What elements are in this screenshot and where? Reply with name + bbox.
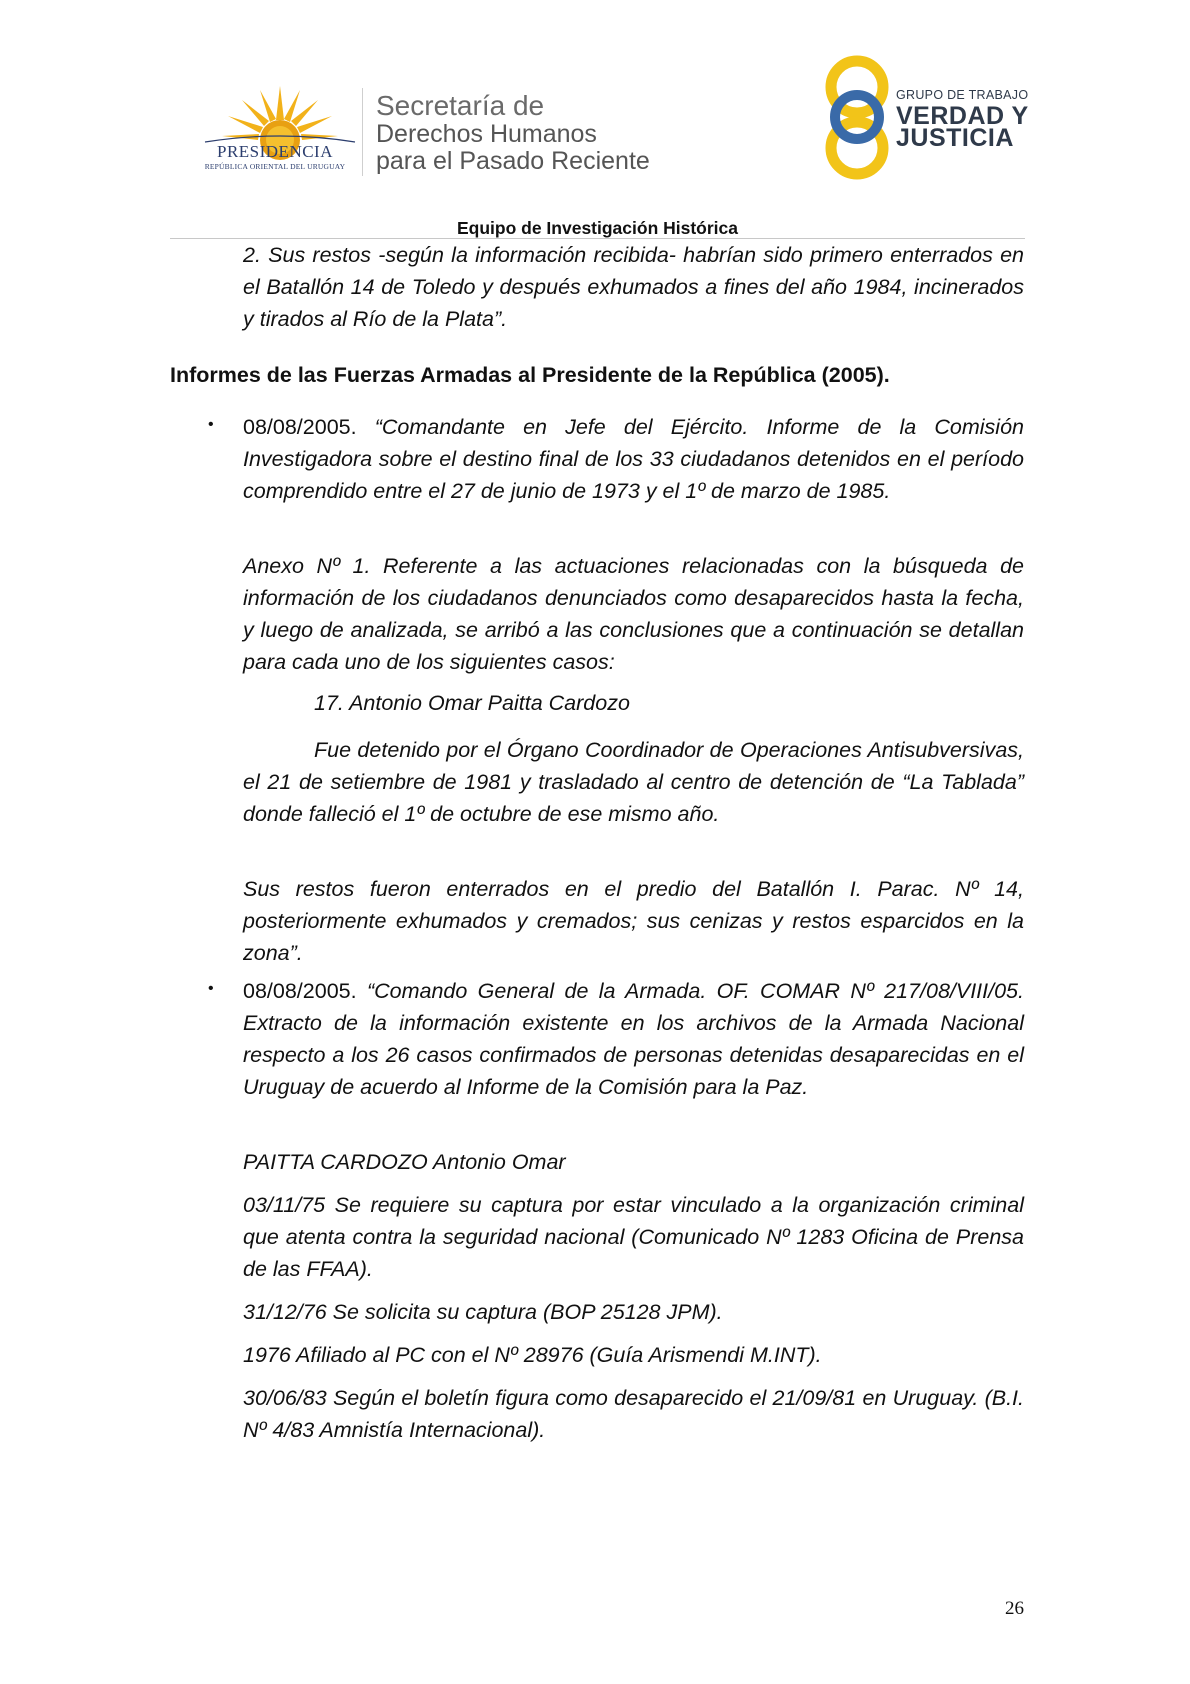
secretaria-line-2: Derechos Humanos xyxy=(376,120,597,148)
header-divider xyxy=(362,88,363,176)
grupo-line-3: JUSTICIA xyxy=(896,124,1014,152)
annex-paragraph: Anexo Nº 1. Referente a las actuaciones relacionadas con la búsqueda de información de los ciudadanos denunciados como desaparecidos hasta la fecha, y luego de analizada, se arribó a las conclusiones que a continuación se detallan para cada uno de los siguientes casos: xyxy=(243,554,1024,674)
team-title: Equipo de Investigación Histórica xyxy=(456,218,739,238)
detention-paragraph: Fue detenido por el Órgano Coordinador de Operaciones Antisubversivas, el 21 de setiembre de 1981 y trasladado al centro de detención de “La Tablada” donde falleció el 1º de octubre de ese mismo año. xyxy=(243,738,1024,826)
presidencia-wordmark: PRESIDENCIA xyxy=(216,142,333,161)
item-2-text: “Comando General de la Armada. OF. COMAR Nº 217/08/VIII/05. Extracto de la información existente en los archivos de la Armada Nacional respecto a los 26 casos confirmados de personas detenidas desaparecidas en el Uruguay de acuerdo al Informe de la Comisión para la Paz. xyxy=(243,979,1024,1099)
intro-paragraph: 2. Sus restos -según la información recibida- habrían sido primero enterrados en el Batallón 14 de Toledo y después exhumados a fines del año 1984, incinerados y tirados al Río de la Plata”. xyxy=(243,243,1024,331)
case-name: 17. Antonio Omar Paitta Cardozo xyxy=(314,691,630,715)
item-1-date: 08/08/2005. xyxy=(243,415,375,439)
remains-paragraph: Sus restos fueron enterrados en el predio del Batallón I. Parac. Nº 14, posteriormente exhumados y cremados; sus cenizas y restos esparcidos en la zona”. xyxy=(243,877,1024,965)
verdad-justicia-logo-icon xyxy=(820,54,895,182)
bullet-2: • xyxy=(208,980,214,997)
entry-4: 30/06/83 Según el boletín figura como desaparecido el 21/09/81 en Uruguay. (B.I. Nº 4/83 Amnistía Internacional). xyxy=(243,1386,1024,1442)
grupo-line-2: VERDAD Y xyxy=(896,102,1029,130)
secretaria-line-1: Secretaría de xyxy=(376,90,545,121)
bullet-1: • xyxy=(208,416,214,433)
entry-1: 03/11/75 Se requiere su captura por estar vinculado a la organización criminal que atenta contra la seguridad nacional (Comunicado Nº 1283 Oficina de Prensa de las FFAA). xyxy=(243,1193,1024,1281)
item-2-date: 08/08/2005. xyxy=(243,979,367,1003)
item-2-paragraph xyxy=(243,975,1024,1103)
grupo-line-1: GRUPO DE TRABAJO xyxy=(896,88,1029,102)
entry-2: 31/12/76 Se solicita su captura (BOP 25128 JPM). xyxy=(243,1300,723,1324)
secretaria-line-3: para el Pasado Reciente xyxy=(376,147,650,175)
item-1-text: “Comandante en Jefe del Ejército. Informe de la Comisión Investigadora sobre el destino final de los 33 ciudadanos detenidos en el período comprendido entre el 27 de junio de 1973 y el 1º de marzo de 1985. xyxy=(243,415,1024,503)
presidencia-subtitle: REPÚBLICA ORIENTAL DEL URUGUAY xyxy=(204,162,346,171)
subject-name: PAITTA CARDOZO Antonio Omar xyxy=(243,1150,566,1174)
page-number: 26 xyxy=(1005,1598,1024,1619)
item-1-paragraph xyxy=(243,411,1024,507)
entry-3: 1976 Afiliado al PC con el Nº 28976 (Guía Arismendi M.INT). xyxy=(243,1343,822,1367)
section-heading: Informes de las Fuerzas Armadas al Presidente de la República (2005). xyxy=(170,363,890,387)
